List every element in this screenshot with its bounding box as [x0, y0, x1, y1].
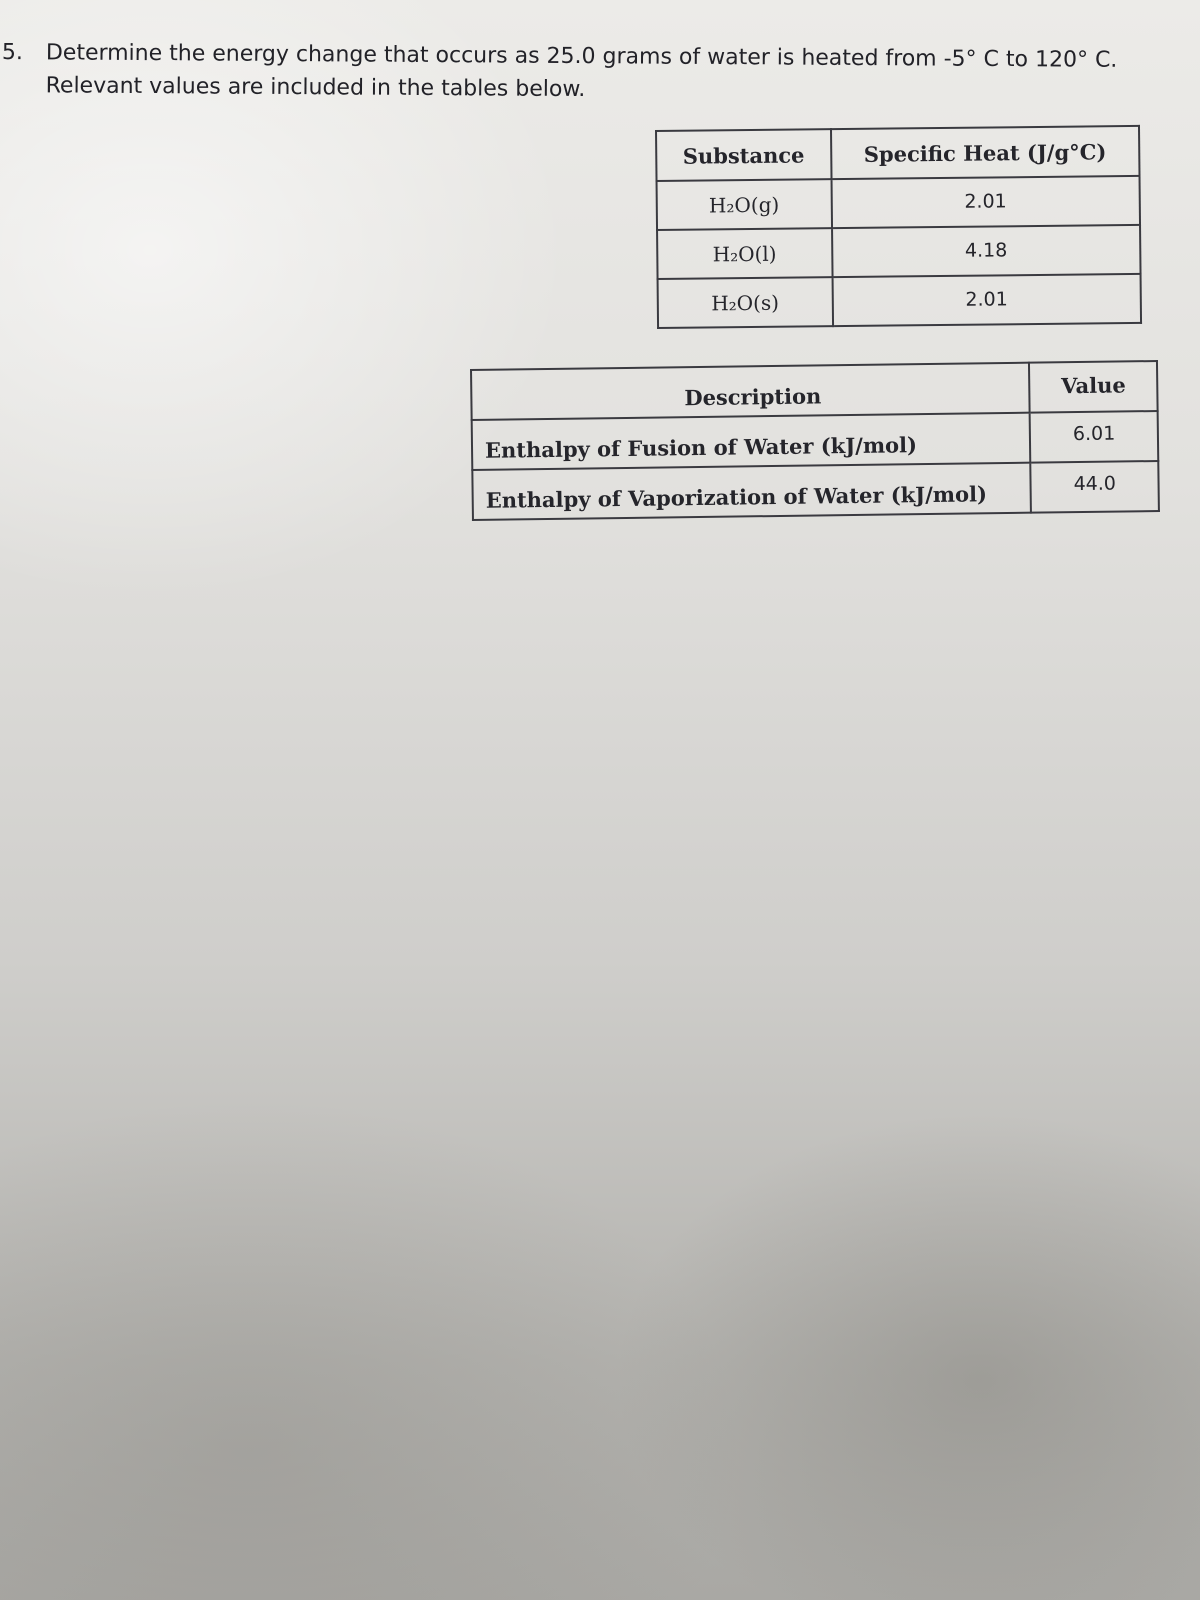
question-5	[0, 36, 1120, 103]
column-header-value: Value	[1029, 361, 1157, 413]
enthalpy-table	[470, 360, 1160, 521]
value-cell: 44.0	[1031, 461, 1159, 513]
description-cell: Enthalpy of Fusion of Water (kJ/mol)	[472, 413, 1031, 470]
table-header-row	[656, 126, 1139, 181]
description-cell: Enthalpy of Vaporization of Water (kJ/mol)	[472, 463, 1031, 520]
substance-cell: H₂O(s)	[658, 277, 833, 328]
table-row	[658, 274, 1141, 328]
question-text: Determine the energy change that occurs as 25.0 grams of water is heated from -5° C to 120° C.	[45, 40, 1118, 73]
substance-cell: H₂O(l)	[657, 228, 832, 279]
question-instruction: Relevant values are included in the tables below.	[45, 73, 586, 103]
column-header-description: Description	[471, 363, 1030, 420]
table-header-row	[471, 361, 1158, 420]
column-header-substance: Substance	[656, 129, 831, 181]
specific-heat-cell: 2.01	[831, 176, 1140, 228]
specific-heat-table	[655, 125, 1142, 329]
question-number: 5.	[1, 40, 23, 66]
column-header-specific-heat: Specific Heat (J/g°C)	[831, 126, 1140, 179]
table-row	[657, 176, 1140, 230]
value-cell: 6.01	[1030, 411, 1158, 463]
specific-heat-cell: 4.18	[832, 225, 1141, 277]
substance-cell: H₂O(g)	[657, 179, 832, 230]
specific-heat-cell: 2.01	[832, 274, 1141, 326]
table-row	[657, 225, 1140, 279]
table-row	[472, 461, 1159, 520]
table-row	[472, 411, 1159, 470]
